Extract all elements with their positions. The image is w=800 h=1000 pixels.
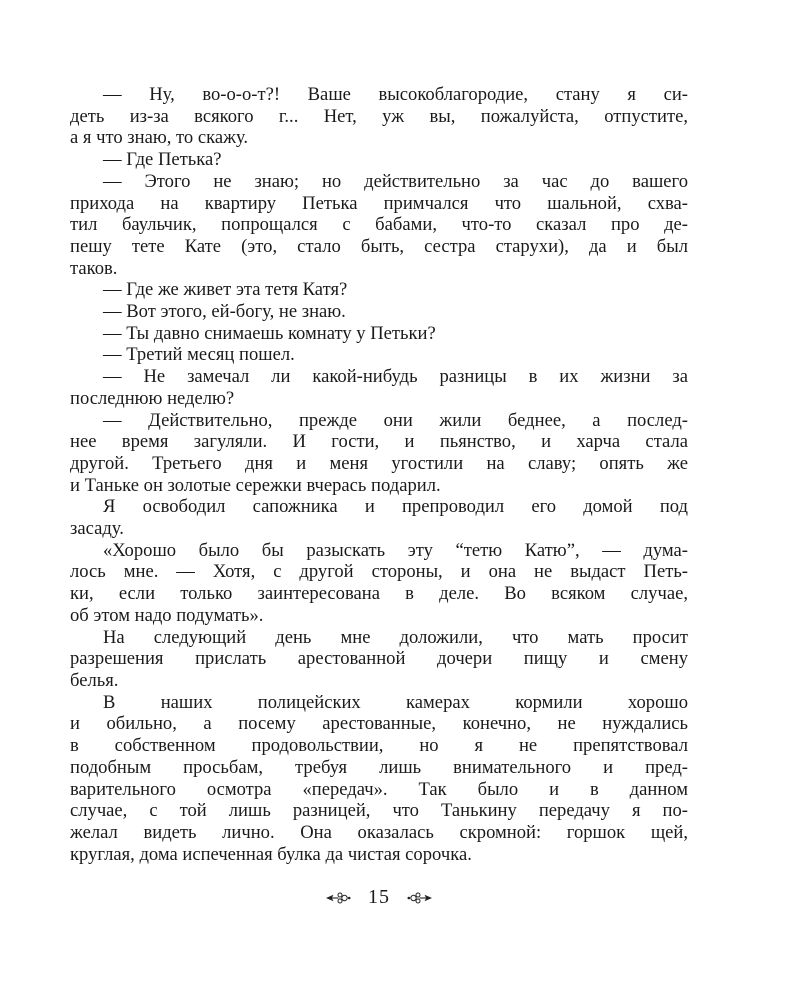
text-line: — Этого не знаю; но действительно за час до вашего xyxy=(103,170,688,192)
text-line: таков. xyxy=(70,257,118,279)
text-line: На следующий день мне доложили, что мать просит xyxy=(103,626,688,648)
text-line: — Где же живет эта тетя Катя? xyxy=(103,279,348,301)
text-line: Я освободил сапожника и препроводил его домой под xyxy=(103,496,688,518)
text-line: варительного осмотра «передач». Так было и в данном xyxy=(70,778,688,800)
text-line: — Ну, во-о-о-т?! Ваше высокоблагородие, стану я си- xyxy=(103,84,688,105)
text-line: и обильно, а посему арестованные, конечно, не нуждались xyxy=(70,713,688,735)
text-line: — Не замечал ли какой-нибудь разницы в их жизни за xyxy=(103,366,688,388)
text-line: ки, если только заинтересована в деле. Во всяком случае, xyxy=(70,583,688,605)
page-text xyxy=(70,84,688,865)
text-line: прихода на квартиру Петька примчался что шальной, схва- xyxy=(70,192,688,214)
fleuron-left-icon xyxy=(326,891,352,905)
text-line: в собственном продовольствии, но я не препятствовал xyxy=(70,735,688,757)
text-line: случае, с той лишь разницей, что Танькину передачу я по- xyxy=(70,800,688,822)
fleuron-right-icon xyxy=(406,891,432,905)
text-line: последнюю неделю? xyxy=(70,387,235,409)
text-line: об этом надо подумать». xyxy=(70,604,264,626)
text-line: и Таньке он золотые сережки вчерась подарил. xyxy=(70,474,441,496)
text-line: нее время загуляли. И гости, и пьянство, и харча стала xyxy=(70,431,688,453)
text-line: засаду. xyxy=(70,518,124,540)
text-line: тил баульчик, попрощался с бабами, что-то сказал про де- xyxy=(70,214,688,236)
text-line: подобным просьбам, требуя лишь внимательного и пред- xyxy=(70,756,688,778)
page-number: 15 xyxy=(368,886,390,908)
text-line: В наших полицейских камерах кормили хорошо xyxy=(103,691,688,713)
text-line: а я что знаю, то скажу. xyxy=(70,127,249,149)
text-line: белья. xyxy=(70,669,119,691)
text-line: разрешения прислать арестованной дочери пищу и смену xyxy=(70,648,688,670)
text-line: — Третий месяц пошел. xyxy=(103,344,295,366)
text-line: — Вот этого, ей-богу, не знаю. xyxy=(103,301,346,323)
text-line: круглая, дома испеченная булка да чистая сорочка. xyxy=(70,843,472,865)
text-line: желал видеть лично. Она оказалась скромной: горшок щей, xyxy=(70,821,688,843)
text-line: — Ты давно снимаешь комнату у Петьки? xyxy=(103,322,436,344)
text-line: — Где Петька? xyxy=(103,149,222,171)
text-line: — Действительно, прежде они жили беднее, а послед- xyxy=(103,409,688,431)
page-footer xyxy=(70,886,688,909)
text-line: другой. Третьего дня и меня угостили на славу; опять же xyxy=(70,452,688,474)
text-line: лось мне. — Хотя, с другой стороны, и она не выдаст Петь- xyxy=(70,561,688,583)
text-line: деть из-за всякого г... Нет, уж вы, пожалуйста, отпустите, xyxy=(70,105,688,127)
text-line: пешу тете Кате (это, стало быть, сестра старухи), да и был xyxy=(70,235,688,257)
text-line: «Хорошо было бы разыскать эту “тетю Катю”, — дума- xyxy=(103,539,688,561)
